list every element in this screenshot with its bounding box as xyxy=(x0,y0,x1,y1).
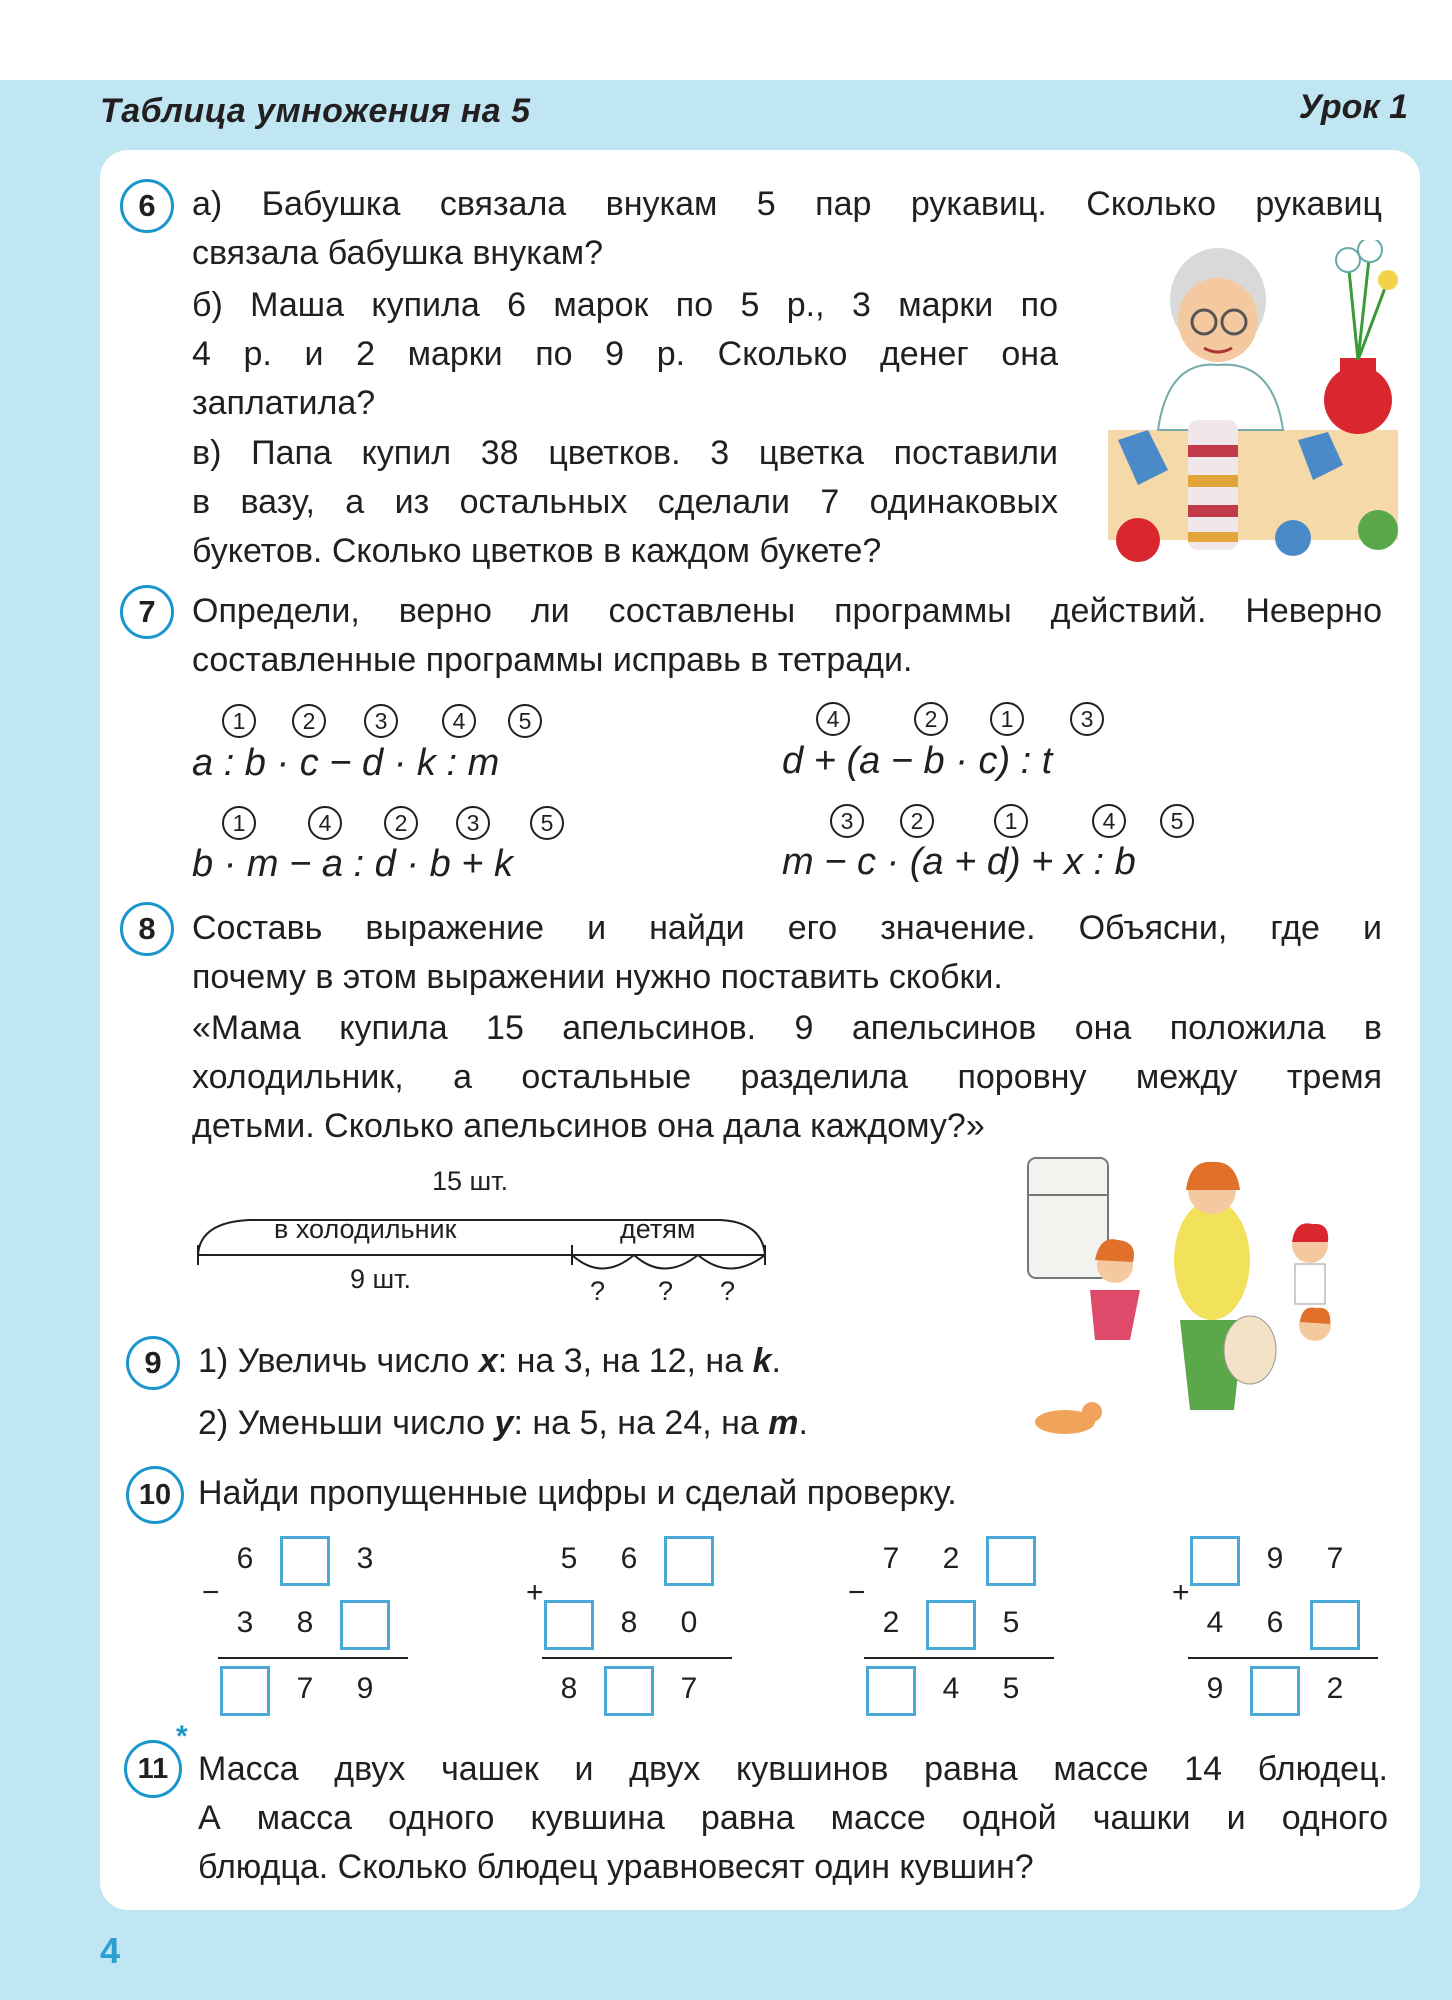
missing-digit-box[interactable] xyxy=(986,1536,1036,1586)
page-number: 4 xyxy=(100,1930,121,1971)
order-mark: 1 xyxy=(222,806,256,840)
task-8-problem-line-1: «Мама купила 15 апельсинов. 9 апельсинов она положила в xyxy=(192,1009,1382,1047)
order-mark: 2 xyxy=(384,806,418,840)
lesson-label: Урок 1 xyxy=(1298,88,1408,126)
task-7-line-1: Определи, верно ли составлены программы действий. Неверно xyxy=(192,592,1382,630)
task-9-line-1: 1) Увеличь число x: на 3, на 12, на k. xyxy=(198,1342,781,1380)
digit: 8 xyxy=(296,1606,314,1639)
digit: 6 xyxy=(620,1542,638,1575)
difficulty-star: * xyxy=(176,1720,188,1753)
diagram-fridge-label: в холодильник xyxy=(274,1214,457,1244)
digit: 0 xyxy=(680,1606,698,1639)
task-6a-line-1: а) Бабушка связала внукам 5 пар рукавиц. Сколько рукавиц xyxy=(192,185,1382,223)
task-10-number: 10 xyxy=(126,1466,184,1524)
task-7-expression-2: d + (a − b · c) : t xyxy=(782,740,1053,782)
missing-digit-box[interactable] xyxy=(664,1536,714,1586)
digit: 5 xyxy=(1002,1672,1020,1705)
task-6c-line-2: в вазу, а из остальных сделали 7 одинаковых xyxy=(192,483,1058,521)
task-9-line-2: 2) Уменьши число y: на 5, на 24, на m. xyxy=(198,1404,808,1442)
digit: 7 xyxy=(1326,1542,1344,1575)
sum-line xyxy=(218,1657,408,1659)
operation-sign: + xyxy=(1172,1576,1190,1609)
task-11-line-2: А масса одного кувшина равна массе одной чашки и одного xyxy=(198,1799,1388,1837)
task-8-number: 8 xyxy=(120,902,174,956)
digit: 2 xyxy=(882,1606,900,1639)
missing-digit-box[interactable] xyxy=(604,1666,654,1716)
task-8-line-1: Составь выражение и найди его значение. Объясни, где и xyxy=(192,909,1382,947)
grandmother-knitting-illustration xyxy=(1108,240,1408,580)
missing-digit-box[interactable] xyxy=(544,1600,594,1650)
order-mark: 5 xyxy=(508,704,542,738)
task-8-problem-line-2: холодильник, а остальные разделила поровну между тремя xyxy=(192,1058,1382,1096)
missing-digit-box[interactable] xyxy=(866,1666,916,1716)
digit: 6 xyxy=(236,1542,254,1575)
mother-children-illustration xyxy=(1020,1150,1390,1440)
order-mark: 3 xyxy=(364,704,398,738)
order-mark: 4 xyxy=(442,704,476,738)
task-6a-line-2: связала бабушка внукам? xyxy=(192,234,604,272)
digit: 5 xyxy=(560,1542,578,1575)
missing-digit-box[interactable] xyxy=(1310,1600,1360,1650)
order-mark: 4 xyxy=(1092,804,1126,838)
task-7-expression-1: a : b · c − d · k : m xyxy=(192,742,500,784)
task-6b-line-1: б) Маша купила 6 марок по 5 р., 3 марки по xyxy=(192,286,1058,324)
digit: 2 xyxy=(942,1542,960,1575)
diagram-fridge-count: 9 шт. xyxy=(350,1264,412,1294)
task-7-expression-3: b · m − a : d · b + k xyxy=(192,843,514,885)
operation-sign: − xyxy=(848,1576,866,1609)
digit: 4 xyxy=(942,1672,960,1705)
order-mark: 3 xyxy=(1070,702,1104,736)
order-mark: 2 xyxy=(900,804,934,838)
order-mark: 1 xyxy=(222,704,256,738)
missing-digit-box[interactable] xyxy=(220,1666,270,1716)
missing-digit-box[interactable] xyxy=(1190,1536,1240,1586)
order-mark: 1 xyxy=(990,702,1024,736)
missing-digit-box[interactable] xyxy=(926,1600,976,1650)
diagram-unknown-2: ? xyxy=(658,1276,674,1306)
task-7-expression-4: m − c · (a + d) + x : b xyxy=(782,841,1136,883)
task-6b-line-3: заплатила? xyxy=(192,384,376,422)
task-6-number: 6 xyxy=(120,179,174,233)
missing-digit-box[interactable] xyxy=(340,1600,390,1650)
operation-sign: − xyxy=(202,1576,220,1609)
task-7-line-2: составленные программы исправь в тетради. xyxy=(192,641,913,679)
diagram-children-label: детям xyxy=(620,1214,696,1244)
digit: 7 xyxy=(680,1672,698,1705)
order-mark: 3 xyxy=(456,806,490,840)
task-9-number: 9 xyxy=(126,1336,180,1390)
digit: 8 xyxy=(560,1672,578,1705)
task-11-number: 11 xyxy=(124,1740,182,1798)
task-11-line-3: блюдца. Сколько блюдец уравновесят один кувшин? xyxy=(198,1848,1034,1886)
diagram-total-label: 15 шт. xyxy=(432,1166,509,1196)
order-mark: 5 xyxy=(1160,804,1194,838)
task-6c-line-3: букетов. Сколько цветков в каждом букете? xyxy=(192,532,882,570)
sum-line xyxy=(542,1657,732,1659)
task-11-line-1: Масса двух чашек и двух кувшинов равна массе 14 блюдец. xyxy=(198,1750,1388,1788)
operation-sign: + xyxy=(526,1576,544,1609)
missing-digit-box[interactable] xyxy=(280,1536,330,1586)
task-6c-line-1: в) Папа купил 38 цветков. 3 цветка поставили xyxy=(192,434,1058,472)
task-10-text: Найди пропущенные цифры и сделай проверку. xyxy=(198,1474,957,1512)
order-mark: 5 xyxy=(530,806,564,840)
order-mark: 3 xyxy=(830,804,864,838)
task-8-line-2: почему в этом выражении нужно поставить скобки. xyxy=(192,958,1003,996)
digit: 7 xyxy=(882,1542,900,1575)
sum-line xyxy=(864,1657,1054,1659)
order-mark: 2 xyxy=(292,704,326,738)
digit: 3 xyxy=(356,1542,374,1575)
task-6b-line-2: 4 р. и 2 марки по 9 р. Сколько денег она xyxy=(192,335,1058,373)
digit: 9 xyxy=(1266,1542,1284,1575)
diagram-unknown-1: ? xyxy=(590,1276,606,1306)
digit: 4 xyxy=(1206,1606,1224,1639)
missing-digit-box[interactable] xyxy=(1250,1666,1300,1716)
task-7-number: 7 xyxy=(120,585,174,639)
digit: 6 xyxy=(1266,1606,1284,1639)
order-mark: 4 xyxy=(816,702,850,736)
digit: 9 xyxy=(1206,1672,1224,1705)
digit: 7 xyxy=(296,1672,314,1705)
task-8-problem-line-3: детьми. Сколько апельсинов она дала каждому?» xyxy=(192,1107,985,1145)
digit: 8 xyxy=(620,1606,638,1639)
page-title: Таблица умножения на 5 xyxy=(100,92,531,130)
order-mark: 2 xyxy=(914,702,948,736)
digit: 5 xyxy=(1002,1606,1020,1639)
order-mark: 1 xyxy=(994,804,1028,838)
digit: 3 xyxy=(236,1606,254,1639)
digit: 9 xyxy=(356,1672,374,1705)
diagram-unknown-3: ? xyxy=(720,1276,736,1306)
order-mark: 4 xyxy=(308,806,342,840)
digit: 2 xyxy=(1326,1672,1344,1705)
sum-line xyxy=(1188,1657,1378,1659)
